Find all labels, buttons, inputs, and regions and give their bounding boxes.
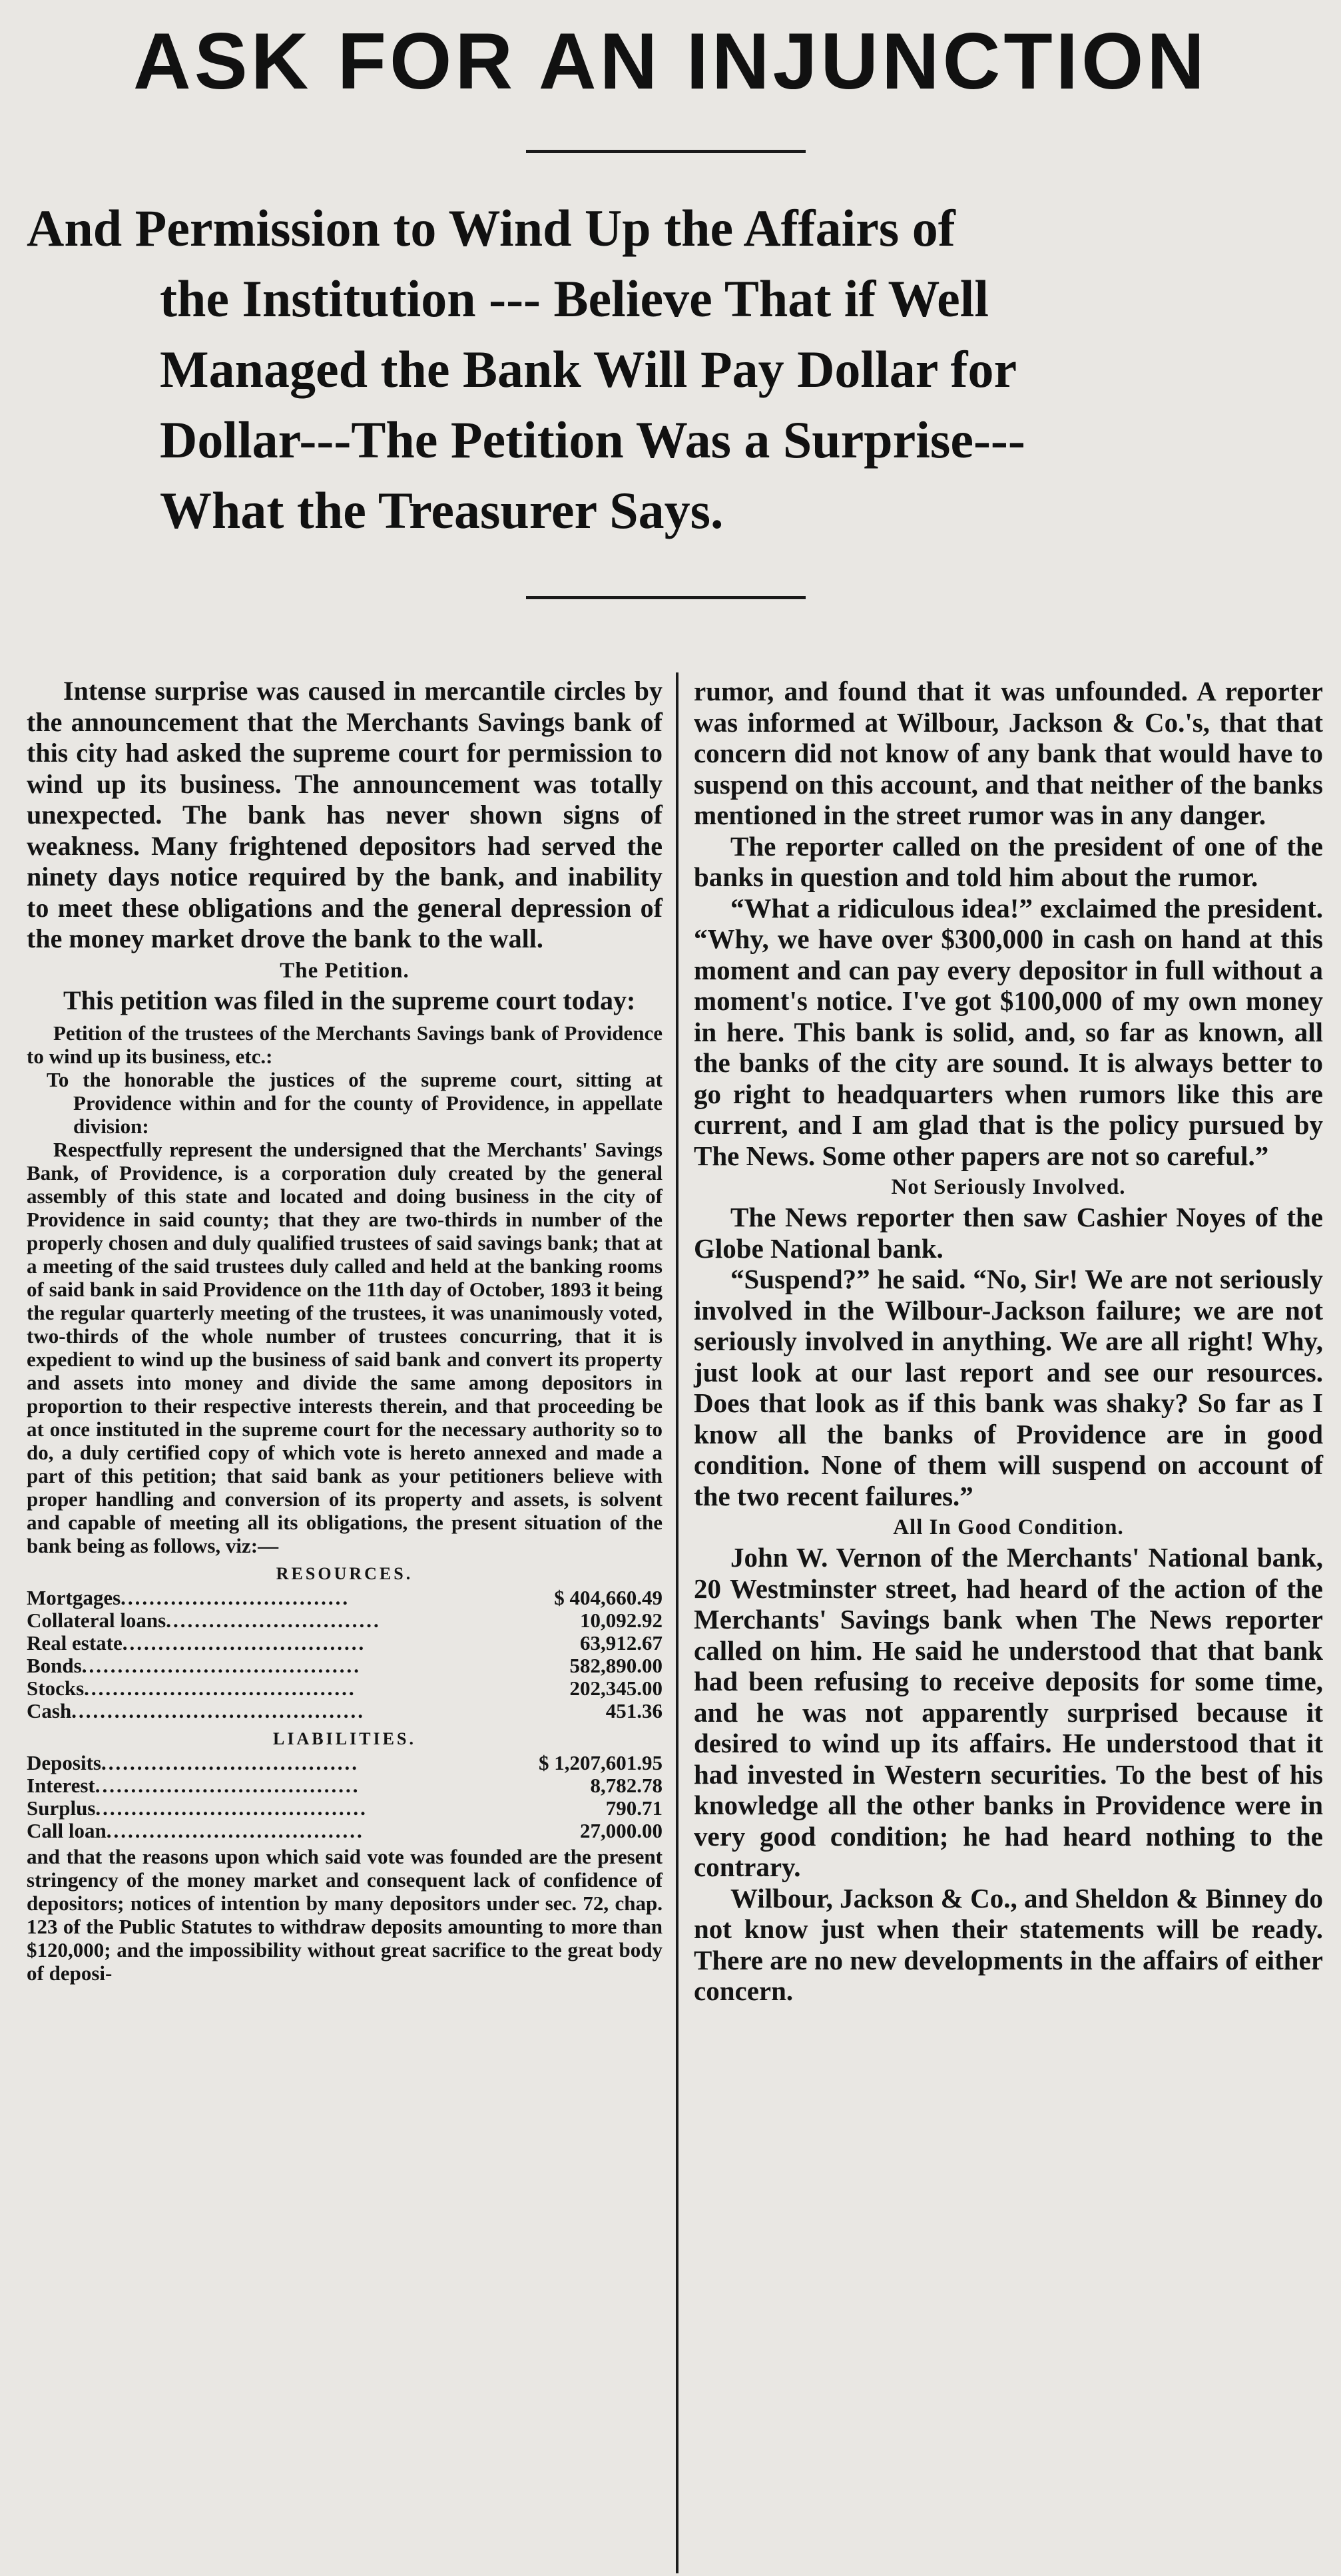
ledger-label: Cash xyxy=(27,1700,72,1722)
ledger-amount: 790.71 xyxy=(605,1796,663,1820)
ledger-label: Call loan xyxy=(27,1820,107,1842)
deck-line: What the Treasurer Says. xyxy=(160,481,724,539)
headline-rule xyxy=(526,150,806,153)
subhead-all-in-good-condition: All In Good Condition. xyxy=(893,1515,1124,1539)
ledger-amount: $ 404,660.49 xyxy=(554,1586,663,1609)
subhead-not-seriously-involved: Not Seriously Involved. xyxy=(891,1175,1126,1199)
table-row xyxy=(27,1655,663,1677)
leader-dots: .................................. xyxy=(122,1632,366,1655)
leader-dots: .................................... xyxy=(101,1752,359,1774)
deck-line: the Institution --- Believe That if Well xyxy=(160,270,989,328)
vernon-paragraph: John W. Vernon of the Merchants' National bank, 20 Westminster street, had heard of the action of the Merchants' Savings bank when The News reporter called on him. He said he understood that that bank had been refusing to receive deposits for some time, and he was not apparently surprised because it desired to wind up its affairs. He understood that it had invested in Western securities. To the best of his knowledge all the other banks in Providence were in very good condition; he had heard nothing to the contrary. xyxy=(694,1542,1323,1882)
ledger-amount: 63,912.67 xyxy=(580,1631,663,1655)
table-row xyxy=(27,1774,663,1797)
president-paragraph: The reporter called on the president of one of the banks in question and told him about the rumor. xyxy=(694,830,1323,892)
petition-body: Respectfully represent the undersigned that the Merchants' Savings Bank, of Providence, is a corporation duly created by the general assembly of this state and located and doing business in the city of Providence in said county; that they are two-thirds in number of the properly chosen and duly qualified trustees of said savings bank; that at a meeting of the said trustees duly called and held at the banking rooms of said bank in said Providence on the 11th day of October, 1893 it being the regular quarterly meeting of the trustees, it was unanimously voted, two-thirds of the whole number of trustees concurring, that it is expedient to wind up the business of said bank and convert its property and assets into money and divide the same among depositors in proportion to their respective interests therein, and that proceeding be at once instituted in the supreme court for the necessary authority so to do, a duly certified copy of which vote is hereto annexed and made a part of this petition; that said bank as your petitioners believe with proper handling and conversion of its property and assets, is solvent and capable of meeting all its obligations, the present situation of the bank being as follows, viz:— xyxy=(27,1138,663,1557)
column-divider xyxy=(676,672,678,2573)
ledger-label: Mortgages xyxy=(27,1587,121,1609)
headline: ASK FOR AN INJUNCTION xyxy=(133,17,1208,106)
leader-dots: ....................................... xyxy=(81,1655,361,1677)
ledger-label: Collateral loans xyxy=(27,1609,166,1632)
ledger-label: Bonds xyxy=(27,1655,82,1677)
ledger-label: Deposits xyxy=(27,1752,101,1774)
petition-title: Petition of the trustees of the Merchants Savings bank of Providence to wind up its business, etc.: xyxy=(27,1021,663,1068)
table-row xyxy=(27,1609,663,1632)
deck-line: Managed the Bank Will Pay Dollar for xyxy=(160,340,1017,398)
rumor-paragraph: rumor, and found that it was unfounded. A reporter was informed at Wilbour, Jackson & Co.'s, that that concern did not know of any bank that would have to suspend on this account, and that neither of the banks mentioned in the street rumor was in any danger. xyxy=(694,676,1323,830)
deck xyxy=(27,193,1325,546)
deck-line: Dollar---The Petition Was a Surprise--- xyxy=(160,411,1025,469)
ledger-amount: 582,890.00 xyxy=(569,1654,663,1677)
resources-heading: RESOURCES. xyxy=(276,1564,413,1583)
subhead-petition: The Petition. xyxy=(280,958,409,983)
ledger-amount: 202,345.00 xyxy=(569,1676,663,1700)
intro-paragraph: Intense surprise was caused in mercantile circles by the announcement that the Merchants Savings bank of this city had asked the supreme court for permission to wind up its business. The announcement was totally unexpected. The bank has never shown signs of weakness. Many frightened depositors had served the ninety days notice required by the bank, and inability to meet these obligations and the general depression of the money market drove the bank to the wall. xyxy=(27,676,663,953)
deck-line: And Permission to Wind Up the Affairs of xyxy=(27,199,955,257)
deck-rule xyxy=(526,596,806,599)
quote-paragraph: “What a ridiculous idea!” exclaimed the president. “Why, we have over $300,000 in cash on hand at this moment and can pay every depositor in full without a moment's notice. I've got $100,000 of my own money in here. This bank is solid, and, so far as known, all the banks of the city are sound. It is always better to go right to headquarters when rumors like this are current, and I am glad that is the policy pursued by The News. Some other papers are not so careful.” xyxy=(694,892,1323,1171)
ledger-amount: 27,000.00 xyxy=(580,1819,663,1842)
table-row xyxy=(27,1587,663,1609)
table-row xyxy=(27,1677,663,1700)
leader-dots: ......................................... xyxy=(71,1700,365,1722)
leader-dots: ..................................... xyxy=(95,1774,360,1797)
ledger-label: Stocks xyxy=(27,1677,85,1700)
statements-paragraph: Wilbour, Jackson & Co., and Sheldon & Binney do not know just when their statements will be ready. There are no new developments in the affairs of either concern. xyxy=(694,1882,1323,2006)
leader-dots: .............................. xyxy=(166,1609,381,1632)
table-row xyxy=(27,1797,663,1820)
table-row xyxy=(27,1820,663,1842)
suspend-paragraph: “Suspend?” he said. “No, Sir! We are not seriously involved in the Wilbour-Jackson failure; we are not seriously involved in anything. We are all right! Why, just look at our last report and see our resources. Does that look as if this bank was shaky? So far as I know all the banks of Providence are in good condition. None of them will suspend on account of the two recent failures.” xyxy=(694,1264,1323,1511)
petition-address: To the honorable the justices of the supreme court, sitting at Providence within and for the county of Providence, in appellate division: xyxy=(47,1068,663,1138)
resources-table xyxy=(27,1587,663,1722)
ledger-label: Interest xyxy=(27,1774,95,1797)
left-column xyxy=(27,676,663,1985)
table-row xyxy=(27,1752,663,1774)
closing-paragraph: and that the reasons upon which said vote was founded are the present stringency of the money market and consequent lack of confidence of depositors; notices of intention by many depositors under sec. 72, chap. 123 of the Public Statutes to withdraw deposits amounting to more than $120,000; and the impossibility without great sacrifice to the great body of deposi- xyxy=(27,1845,663,1985)
leader-dots: ................................ xyxy=(121,1587,350,1609)
leader-dots: ...................................... xyxy=(95,1797,368,1820)
right-column xyxy=(694,676,1323,2007)
ledger-amount: 8,782.78 xyxy=(590,1774,663,1797)
table-row xyxy=(27,1700,663,1722)
ledger-amount: $ 1,207,601.95 xyxy=(539,1751,663,1774)
ledger-amount: 10,092.92 xyxy=(580,1609,663,1632)
leader-dots: ...................................... xyxy=(84,1677,356,1700)
ledger-amount: 451.36 xyxy=(605,1699,663,1722)
ledger-label: Surplus xyxy=(27,1797,96,1820)
cashier-paragraph: The News reporter then saw Cashier Noyes of the Globe National bank. xyxy=(694,1202,1323,1264)
table-row xyxy=(27,1632,663,1655)
liabilities-table xyxy=(27,1752,663,1842)
liabilities-heading: LIABILITIES. xyxy=(273,1729,416,1748)
ledger-label: Real estate xyxy=(27,1632,123,1655)
leader-dots: .................................... xyxy=(106,1820,364,1842)
filed-paragraph: This petition was filed in the supreme court today: xyxy=(63,985,636,1015)
